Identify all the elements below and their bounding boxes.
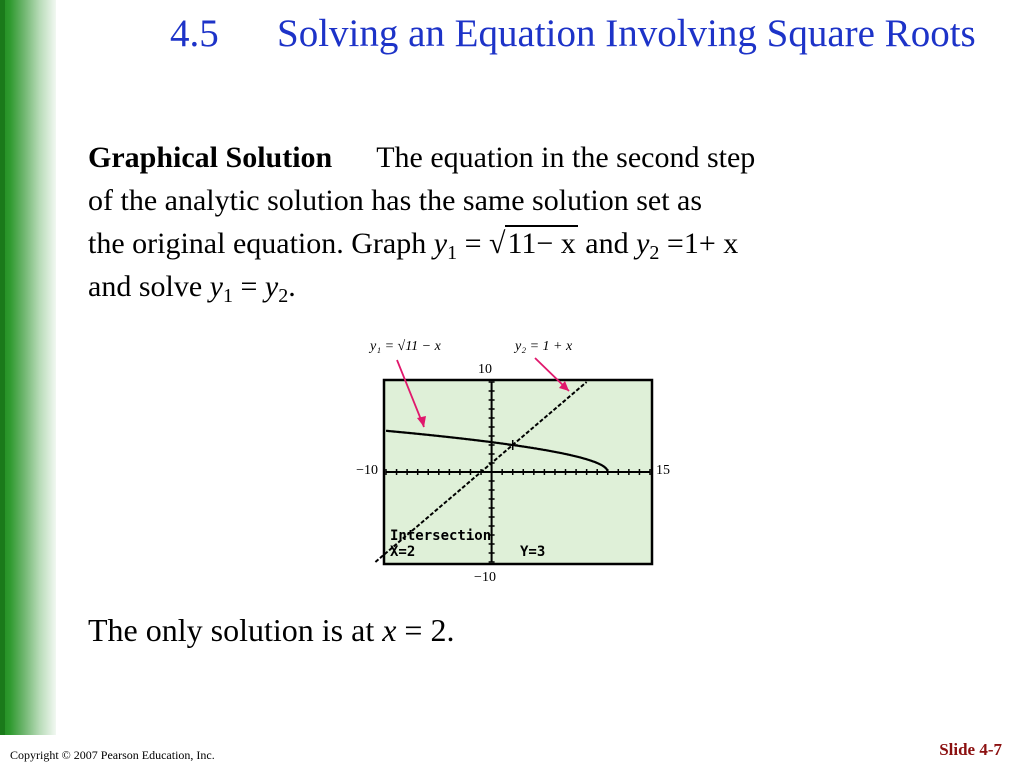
body-line-3	[88, 222, 988, 265]
ymin-label: −10	[474, 570, 496, 585]
slide-number: Slide 4-7	[939, 740, 1002, 759]
body-line2-text: of the analytic solution has the same solution set as	[88, 184, 703, 217]
body-line-4	[88, 265, 988, 308]
conclusion-var: x	[382, 612, 397, 648]
calculator-graph	[340, 330, 700, 590]
eq1-var: y	[433, 227, 448, 260]
solve-y2: y	[264, 270, 279, 303]
body-text	[88, 136, 988, 308]
eq2-sub: 2	[649, 242, 660, 264]
solve-sub2: 2	[278, 285, 289, 307]
calc-title: Intersection	[390, 528, 492, 544]
conclusion	[88, 610, 454, 650]
eq1-sub: 1	[447, 242, 458, 264]
solve-sub1: 1	[222, 285, 233, 307]
solve-y1: y	[209, 270, 223, 303]
eq1-radicand: 11− x	[507, 227, 576, 260]
body-line1-text: The equation in the second step	[376, 141, 756, 174]
title-text: Solving an Equation Involving Square Roots	[277, 12, 976, 55]
label-y1: y₁ = √11 − x	[370, 339, 441, 354]
sqrt-symbol: √11− x	[488, 227, 576, 260]
solve-prefix: and solve	[88, 270, 203, 303]
eq2-rhs: =1+ x	[666, 227, 739, 260]
section-number: 4.5	[170, 12, 219, 55]
calc-x: X=2	[390, 544, 416, 560]
eq2-var: y	[636, 227, 650, 260]
conclusion-prefix: The only solution is at	[88, 612, 375, 648]
calc-y: Y=3	[520, 544, 546, 560]
equation-y1	[433, 227, 586, 264]
sidebar-decoration	[0, 0, 56, 735]
xmax-label: 15	[656, 463, 670, 478]
conclusion-rest: = 2.	[404, 612, 455, 648]
section-heading: Graphical Solution	[88, 141, 333, 174]
body-line3-text: the original equation. Graph	[88, 227, 427, 260]
label-y2: y₂ = 1 + x	[515, 339, 573, 354]
graph-svg	[340, 330, 700, 590]
equation-y2	[636, 227, 739, 264]
body-line-1	[88, 136, 988, 179]
solve-period: .	[288, 270, 296, 303]
sidebar-edge	[0, 0, 5, 735]
body-line-2	[88, 179, 988, 222]
ymax-label: 10	[478, 362, 492, 377]
xmin-label: −10	[356, 463, 378, 478]
and-word: and	[585, 227, 629, 260]
eq1-equals: =	[464, 227, 482, 260]
copyright: Copyright © 2007 Pearson Education, Inc.	[10, 748, 215, 762]
solve-equals: =	[240, 270, 258, 303]
